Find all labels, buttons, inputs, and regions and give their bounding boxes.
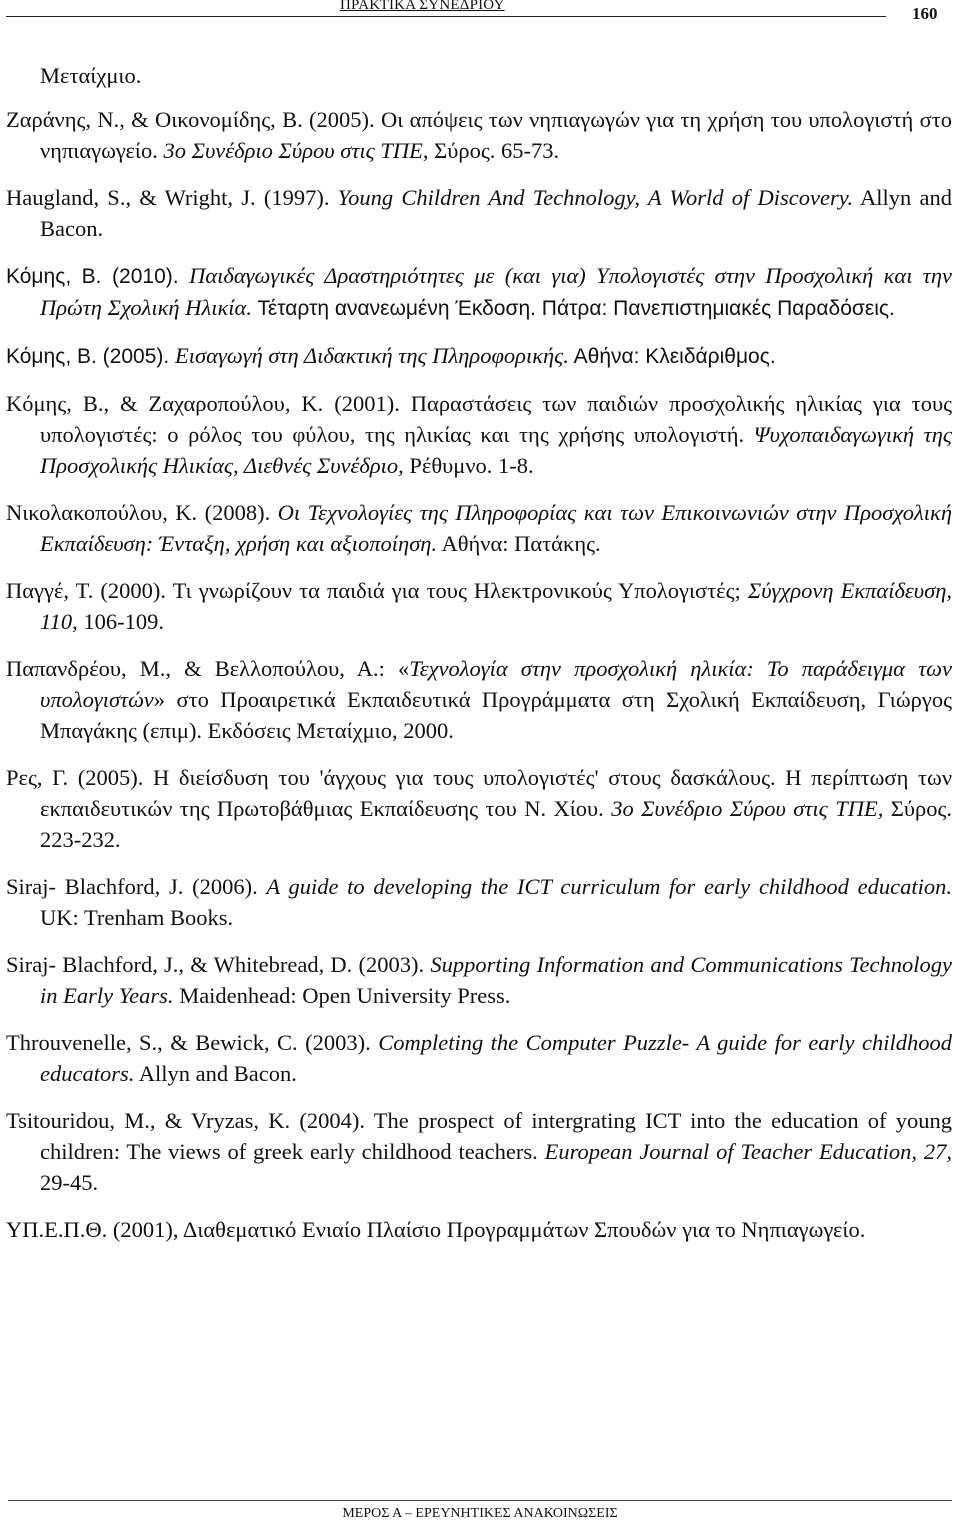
reference-entry bbox=[6, 260, 952, 324]
reference-entry bbox=[6, 497, 952, 559]
reference-entry bbox=[6, 871, 952, 933]
reference-entry bbox=[6, 762, 952, 855]
reference-text: European Journal of Teacher Education, 27, bbox=[544, 1139, 952, 1164]
reference-text: Ρέθυμνο. 1-8. bbox=[403, 453, 534, 478]
reference-entry bbox=[6, 340, 952, 372]
reference-text: Αθήνα: Πατάκης. bbox=[437, 531, 601, 556]
reference-entry bbox=[6, 182, 952, 244]
reference-entry bbox=[6, 60, 952, 91]
reference-text: 106-109. bbox=[77, 609, 164, 634]
reference-text: Τέταρτη ανανεωμένη Έκδοση. Πάτρα: Πανεπιστημιακές Παραδόσεις. bbox=[251, 297, 895, 320]
reference-text: Throuvenelle, S., & Bewick, C. (2003). bbox=[6, 1030, 379, 1055]
reference-entry bbox=[6, 575, 952, 637]
reference-text: Supporting Information and Communications Technology in Early Years. bbox=[40, 952, 953, 1008]
reference-list bbox=[6, 60, 952, 1261]
reference-text: Κόμης, Β., & Ζαχαροπούλου, Κ. (2001). Παραστάσεις των παιδιών προσχολικής ηλικίας για τους υπολογιστές: ο ρόλος του φύλου, της ηλικίας και της χρήσης υπολογιστή. bbox=[6, 391, 952, 447]
reference-entry bbox=[6, 949, 952, 1011]
reference-entry bbox=[6, 653, 952, 746]
reference-text: Παιδαγωγικές Δραστηριότητες με (και για) Υπολογιστές στην Προσχολική και την Πρώτη Σχολική Ηλικία. bbox=[40, 263, 952, 320]
reference-text: Maidenhead: Open University Press. bbox=[173, 983, 511, 1008]
page-number: 160 bbox=[912, 4, 938, 23]
reference-text: ΥΠ.Ε.Π.Θ. (2001), Διαθεματικό Ενιαίο Πλαίσιο Προγραμμάτων Σπουδών για το Νηπιαγωγείο. bbox=[6, 1217, 866, 1242]
reference-text: Allyn and Bacon. bbox=[40, 185, 952, 241]
reference-text: Αθήνα: Κλειδάριθμος. bbox=[568, 345, 776, 368]
reference-text: Siraj- Blachford, J., & Whitebread, D. (2003). bbox=[6, 952, 431, 977]
reference-text: » στο Προαιρετικά Εκπαιδευτικά Προγράμματα στη Σχολική Εκπαίδευση, Γιώργος Μπαγάκης (επιμ). Εκδόσεις Μεταίχμιο, 2000. bbox=[40, 687, 952, 743]
reference-text: Κόμης, Β. (2010). bbox=[6, 265, 190, 288]
reference-text: Εισαγωγή στη Διδακτική της Πληροφορικής. bbox=[175, 343, 569, 368]
footer-rule bbox=[8, 1500, 952, 1501]
reference-entry bbox=[6, 104, 952, 166]
reference-text: Young Children And Technology, A World of Discovery. bbox=[337, 185, 854, 210]
reference-text: Completing the Computer Puzzle- A guide for early childhood educators. bbox=[40, 1030, 952, 1086]
reference-text: Ρες, Γ. (2005). Η διείσδυση του 'άγχους για τους υπολογιστές' στους δασκάλους. Η περίπτωση των εκπαιδευτικών της Πρωτοβάθμιας Εκπαίδευσης του Ν. Χίου. bbox=[6, 765, 952, 821]
reference-text: A guide to developing the ICT curriculum for early childhood education. bbox=[266, 874, 952, 899]
header-rule bbox=[6, 16, 886, 17]
reference-text: , Σύρος. 65-73. bbox=[422, 138, 560, 163]
reference-text: Κόμης, Β. (2005). bbox=[6, 345, 176, 368]
reference-text: Σύρος. 223-232. bbox=[40, 796, 952, 852]
reference-text: Νικολακοπούλου, Κ. (2008). bbox=[6, 500, 278, 525]
reference-text: Σύγχρονη Εκπαίδευση, 110, bbox=[40, 578, 952, 634]
reference-entry bbox=[6, 1105, 952, 1198]
reference-entry bbox=[6, 388, 952, 481]
reference-text: Οι Τεχνολογίες της Πληροφορίας και των Επικοινωνιών στην Προσχολική Εκπαίδευση: Ένταξη, χρήση και αξιοποίηση. bbox=[40, 500, 952, 556]
running-header-title: ΠΡΑΚΤΙΚΑ ΣΥΝΕΔΡΙΟΥ bbox=[340, 0, 505, 13]
reference-text: 3ο Συνέδριο Σύρου στις ΤΠΕ, bbox=[611, 796, 884, 821]
reference-text: 29-45. bbox=[40, 1170, 99, 1195]
reference-text: Ψυχοπαιδαγωγική της Προσχολικής Ηλικίας, Διεθνές Συνέδριο, bbox=[40, 422, 952, 478]
reference-text: Tsitouridou, M., & Vryzas, K. (2004). The prospect of intergrating ICT into the education of young children: The views of greek early childhood teachers. bbox=[6, 1108, 952, 1164]
running-footer: ΜΕΡΟΣ Α – ΕΡΕΥΝΗΤΙΚΕΣ ΑΝΑΚΟΙΝΩΣΕΙΣ bbox=[342, 1506, 618, 1521]
reference-text: 3ο Συνέδριο Σύρου στις ΤΠΕ bbox=[163, 138, 423, 163]
reference-text: UK: Trenham Books. bbox=[40, 905, 234, 930]
reference-text: Siraj- Blachford, J. (2006). bbox=[6, 874, 267, 899]
reference-text: Haugland, S., & Wright, J. (1997). bbox=[6, 185, 338, 210]
reference-text: Τεχνολογία στην προσχολική ηλικία: Το παράδειγμα των υπολογιστών bbox=[40, 656, 952, 712]
reference-text: Παπανδρέου, Μ., & Βελλοπούλου, Α.: « bbox=[6, 656, 410, 681]
reference-entry bbox=[6, 1027, 952, 1089]
reference-text: Παγγέ, Τ. (2000). Τι γνωρίζουν τα παιδιά για τους Ηλεκτρονικούς Υπολογιστές; bbox=[6, 578, 748, 603]
reference-text: Μεταίχμιο. bbox=[40, 63, 142, 88]
reference-text: Ζαράνης, Ν., & Οικονομίδης, Β. (2005). Οι απόψεις των νηπιαγωγών για τη χρήση του υπολογιστή στο νηπιαγωγείο. bbox=[6, 107, 952, 163]
reference-entry bbox=[6, 1214, 952, 1245]
reference-text: Allyn and Bacon. bbox=[134, 1061, 297, 1086]
